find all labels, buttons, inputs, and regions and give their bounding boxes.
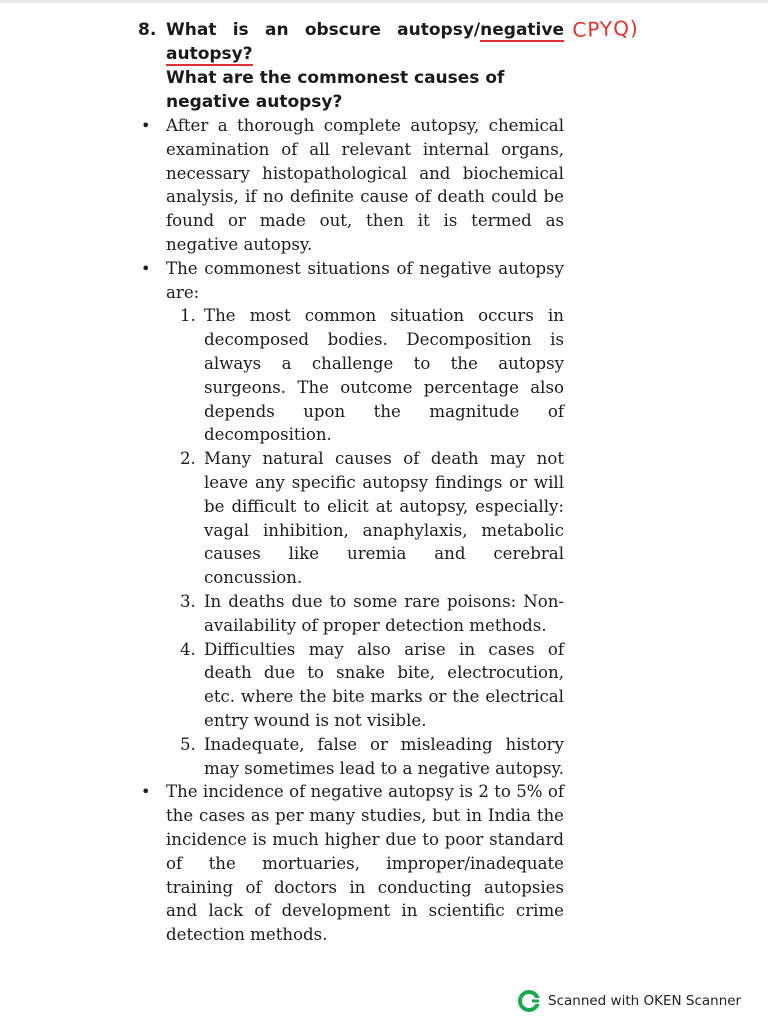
list-item	[138, 638, 564, 733]
top-edge-shadow	[0, 0, 768, 3]
scanner-logo-icon	[518, 990, 540, 1012]
question-line-1	[166, 18, 564, 42]
list-number: 2.	[180, 449, 196, 469]
question-word: What	[166, 20, 217, 40]
bullet-text: The commonest situations of negative autopsy are:	[166, 258, 564, 302]
underlined-term-negative: negative	[480, 20, 564, 40]
bullet-text: After a thorough complete autopsy, chemical examination of all relevant internal organs, necessary histopathological and biochemical analysis, if no definite cause of death could be found or made out, then it is termed as negative autopsy.	[166, 116, 564, 254]
bullet-icon: •	[141, 116, 151, 135]
question-word: is	[232, 20, 249, 40]
question-word: obscure	[304, 20, 381, 40]
list-item	[138, 590, 564, 638]
underlined-term-autopsy: autopsy?	[166, 44, 253, 64]
bullet-text: The incidence of negative autopsy is 2 to 5% of the cases as per many studies, but in India the incidence is much higher due to poor standard of the mortuaries, improper/inadequate training of doctors in conducting autopsies and lack of development in scientific crime detection methods.	[166, 782, 564, 945]
document-page	[138, 18, 564, 947]
question-heading	[138, 18, 564, 42]
question-line-2	[138, 42, 564, 66]
scanner-logo-bar	[532, 1000, 539, 1003]
list-item	[138, 733, 564, 781]
bullet-item	[138, 114, 564, 257]
scanner-watermark	[518, 990, 741, 1012]
bullet-icon: •	[141, 782, 151, 802]
list-number: 3.	[180, 591, 196, 611]
bullet-item	[138, 780, 564, 947]
handwritten-annotation: CPYQ)	[572, 15, 640, 42]
list-number: 4.	[180, 639, 196, 659]
list-item-text: The most common situation occurs in decomposed bodies. Decomposition is always a challenge to the autopsy surgeons. The outcome percentage also depends upon the magnitude of decomposition.	[204, 306, 564, 445]
list-item-text: Difficulties may also arise in cases of death due to snake bite, electrocution, etc. where the bite marks or the electrical entry wound is not visible.	[204, 639, 564, 730]
bullet-item	[138, 257, 564, 305]
question-word: an	[264, 20, 289, 40]
question-term	[397, 18, 564, 42]
question-number: 8.	[138, 20, 157, 40]
list-item	[138, 304, 564, 447]
bullet-icon: •	[141, 258, 151, 278]
numbered-list	[138, 304, 564, 780]
subquestion: What are the commonest causes of negative autopsy?	[166, 68, 505, 112]
list-item-text: Many natural causes of death may not leave any specific autopsy findings or will be difficult to elicit at autopsy, especially: vagal inhibition, anaphylaxis, metabolic causes like uremia and cerebral concussion.	[204, 449, 564, 588]
watermark-text: Scanned with OKEN Scanner	[548, 993, 742, 1009]
question-term-a: autopsy/	[397, 20, 481, 40]
list-item-text: In deaths due to some rare poisons: Non-availability of proper detection methods.	[204, 591, 564, 635]
list-number: 5.	[180, 734, 196, 754]
list-item	[138, 447, 564, 590]
list-item-text: Inadequate, false or misleading history may sometimes lead to a negative autopsy.	[204, 734, 564, 778]
list-number: 1.	[180, 306, 196, 326]
answer-body	[138, 114, 564, 947]
